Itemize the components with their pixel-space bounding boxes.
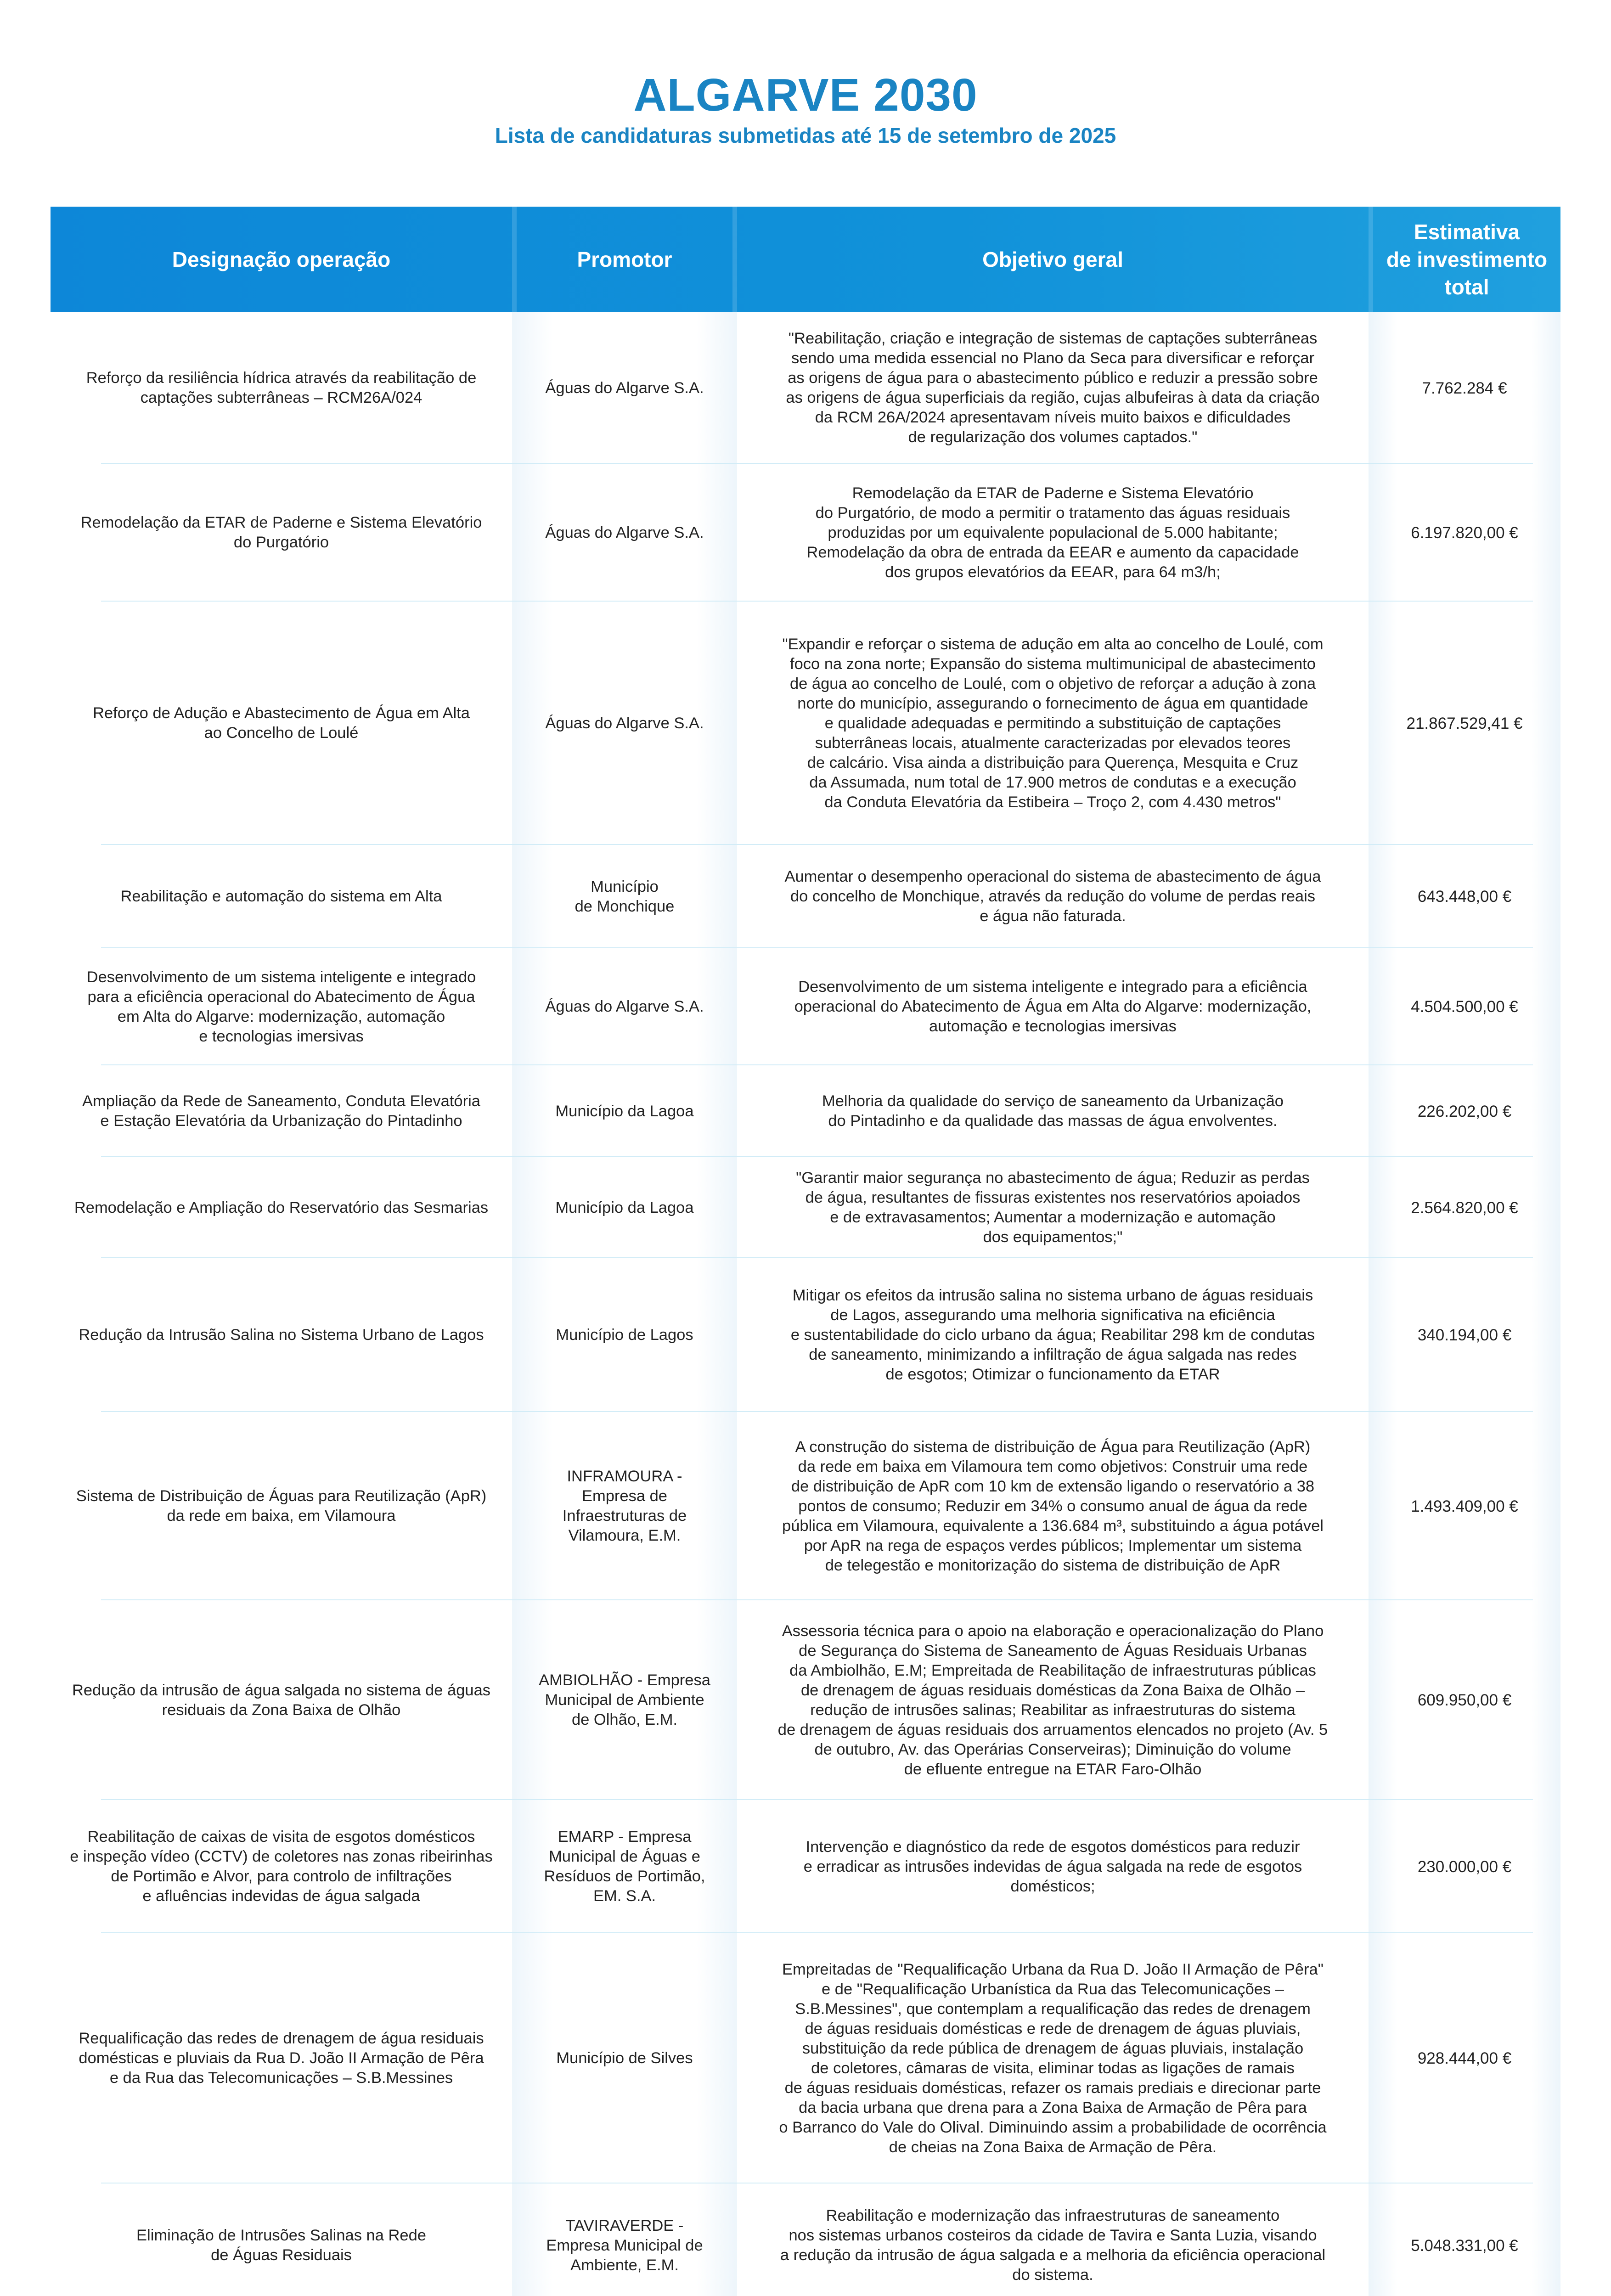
- cell-objetivo: Aumentar o desempenho operacional do sistema de abastecimento de água do concelho de Monchique, através da redução do volume de perdas reais e água não faturada.: [784, 868, 1321, 925]
- cell-promotor: EMARP - Empresa Municipal de Águas e Resíduos de Portimão, EM. S.A.: [512, 1800, 737, 1933]
- cell-investimento: 1.493.409,00 €: [1369, 1412, 1560, 1600]
- cell-promotor: Município de Silves: [512, 1933, 737, 2183]
- cell-investimento: 7.762.284 €: [1369, 312, 1560, 464]
- cell-designacao: Desenvolvimento de um sistema inteligente e integrado para a eficiência operacional do Abatecimento de Água em Alta do Algarve: modernização, automação e tecnologias imersivas: [86, 968, 476, 1045]
- candidaturas-table: [51, 207, 1560, 2296]
- cell-investimento: 340.194,00 €: [1369, 1258, 1560, 1412]
- cell-objetivo: Remodelação da ETAR de Paderne e Sistema Elevatório do Purgatório, de modo a permitir o tratamento das águas residuais produzidas por um equivalente populacional de 5.000 habitante; Remodelação da obra de entrada da EEAR e aumento da capacidade dos grupos elevatórios da EEAR, para 64 m3/h;: [806, 484, 1299, 581]
- cell-investimento: 230.000,00 €: [1369, 1800, 1560, 1933]
- cell-promotor: Águas do Algarve S.A.: [512, 948, 737, 1065]
- cell-objetivo: Melhoria da qualidade do serviço de saneamento da Urbanização do Pintadinho e da qualidade das massas de água envolventes.: [822, 1092, 1284, 1130]
- cell-designacao: Redução da Intrusão Salina no Sistema Urbano de Lagos: [79, 1326, 484, 1344]
- table-row: [51, 1933, 1560, 2183]
- cell-objetivo: Desenvolvimento de um sistema inteligente e integrado para a eficiência operacional do Abatecimento de Água em Alta do Algarve: modernização, automação e tecnologias imersivas: [794, 978, 1312, 1035]
- cell-objetivo: "Reabilitação, criação e integração de sistemas de captações subterrâneas sendo uma medida essencial no Plano da Seca para diversificar e reforçar as origens de água para o abastecimento público e reduzir a pressão sobre as origens de água superficiais da região, cujas albufeiras à data da criação da RCM 26A/2024 apresentavam níveis muito baixos e dificuldades de regularização dos volumes captados.": [786, 330, 1320, 446]
- cell-designacao: Reabilitação de caixas de visita de esgotos domésticos e inspeção vídeo (CCTV) de coletores nas zonas ribeirinhas de Portimão e Alvor, para controlo de infiltrações e afluências indevidas de água salgada: [70, 1828, 493, 1905]
- table-row: [51, 602, 1560, 845]
- cell-promotor: Município da Lagoa: [512, 1065, 737, 1157]
- cell-investimento: 4.504.500,00 €: [1369, 948, 1560, 1065]
- table-body: [51, 312, 1560, 2296]
- cell-objetivo: Mitigar os efeitos da intrusão salina no sistema urbano de águas residuais de Lagos, assegurando uma melhoria significativa na eficiência e sustentabilidade do ciclo urbano da água; Reabilitar 298 km de condutas de saneamento, minimizando a infiltração de água salgada nas redes de esgotos; Otimizar o funcionamento da ETAR: [790, 1287, 1315, 1383]
- table-row: [51, 1157, 1560, 1258]
- header-investimento: Estimativa de investimento total: [1369, 207, 1560, 312]
- cell-promotor: Águas do Algarve S.A.: [512, 602, 737, 845]
- cell-objetivo: A construção do sistema de distribuição de Água para Reutilização (ApR) da rede em baixa em Vilamoura tem como objetivos: Construir uma rede de distribuição de ApR com 10 km de extensão ligando o reservatório a 38 pontos de consumo; Reduzir em 34% o consumo anual de água da rede pública em Vilamoura, equivalente a 136.684 m³, substituindo a água potável por ApR na rega de espaços verdes públicos; Implementar um sistema de telegestão e monitorização do sistema de distribuição de ApR: [782, 1438, 1324, 1574]
- cell-objetivo: Assessoria técnica para o apoio na elaboração e operacionalização do Plano de Segurança do Sistema de Saneamento de Águas Residuais Urbanas da Ambiolhão, E.M; Empreitada de Reabilitação de infraestruturas públicas de drenagem de águas residuais domésticas da Zona Baixa de Olhão – redução de intrusões salinas; Reabilitar as infraestruturas do sistema de drenagem de águas residuais dos arruamentos elencados no projeto (Av. 5 de outubro, Av. das Operárias Conserveiras); Diminuição do volume de efluente entregue na ETAR Faro-Olhão: [777, 1622, 1328, 1778]
- cell-designacao: Reabilitação e automação do sistema em Alta: [120, 888, 442, 905]
- table-row: [51, 2183, 1560, 2296]
- table-row: [51, 1800, 1560, 1933]
- cell-promotor: INFRAMOURA - Empresa de Infraestruturas de Vilamoura, E.M.: [512, 1412, 737, 1600]
- cell-designacao: Remodelação e Ampliação do Reservatório das Sesmarias: [74, 1199, 489, 1216]
- cell-designacao: Remodelação da ETAR de Paderne e Sistema Elevatório do Purgatório: [80, 514, 482, 551]
- cell-promotor: TAVIRAVERDE - Empresa Municipal de Ambiente, E.M.: [512, 2183, 737, 2296]
- table-row: [51, 1412, 1560, 1600]
- header-designacao: Designação operação: [172, 248, 391, 271]
- cell-investimento: 5.048.331,00 €: [1369, 2183, 1560, 2296]
- cell-objetivo: "Garantir maior segurança no abastecimento de água; Reduzir as perdas de água, resultantes de fissuras existentes nos reservatórios apoiados e de extravasamentos; Aumentar a modernização e automação dos equipamentos;": [796, 1169, 1310, 1246]
- cell-designacao: Redução da intrusão de água salgada no sistema de águas residuais da Zona Baixa de Olhão: [72, 1681, 491, 1719]
- cell-investimento: 609.950,00 €: [1369, 1600, 1560, 1800]
- cell-investimento: 643.448,00 €: [1369, 845, 1560, 948]
- cell-promotor: Município de Monchique: [512, 845, 737, 948]
- cell-designacao: Eliminação de Intrusões Salinas na Rede de Águas Residuais: [136, 2227, 426, 2264]
- cell-investimento: 21.867.529,41 €: [1369, 602, 1560, 845]
- cell-investimento: 2.564.820,00 €: [1369, 1157, 1560, 1258]
- cell-objetivo: Reabilitação e modernização das infraestruturas de saneamento nos sistemas urbanos costeiros da cidade de Tavira e Santa Luzia, visando a redução da intrusão de água salgada e a melhoria da eficiência operacional do sistema.: [780, 2207, 1326, 2284]
- table-row: [51, 948, 1560, 1065]
- table-row: [51, 464, 1560, 602]
- cell-objetivo: Intervenção e diagnóstico da rede de esgotos domésticos para reduzir e erradicar as intrusões indevidas de água salgada na rede de esgotos domésticos;: [803, 1838, 1302, 1895]
- cell-designacao: Sistema de Distribuição de Águas para Reutilização (ApR) da rede em baixa, em Vilamoura: [76, 1487, 487, 1525]
- cell-promotor: Águas do Algarve S.A.: [512, 312, 737, 464]
- cell-designacao: Reforço de Adução e Abastecimento de Água em Alta ao Concelho de Loulé: [93, 704, 470, 742]
- cell-designacao: Requalificação das redes de drenagem de água residuais domésticas e pluviais da Rua D. João II Armação de Pêra e da Rua das Telecomunicações – S.B.Messines: [79, 2030, 484, 2087]
- cell-designacao: Ampliação da Rede de Saneamento, Conduta Elevatória e Estação Elevatória da Urbanização do Pintadinho: [82, 1092, 480, 1130]
- cell-promotor: Município de Lagos: [512, 1258, 737, 1412]
- header-objetivo: Objetivo geral: [982, 248, 1123, 271]
- table-row: [51, 1258, 1560, 1412]
- table-row: [51, 1600, 1560, 1800]
- table-row: [51, 1065, 1560, 1157]
- cell-promotor: Águas do Algarve S.A.: [512, 464, 737, 602]
- page-title: ALGARVE 2030: [633, 69, 978, 121]
- header-promotor: Promotor: [512, 207, 737, 312]
- table-header: [51, 207, 1560, 312]
- cell-investimento: 928.444,00 €: [1369, 1933, 1560, 2183]
- cell-investimento: 226.202,00 €: [1369, 1065, 1560, 1157]
- cell-promotor: Município da Lagoa: [512, 1157, 737, 1258]
- cell-objetivo: Empreitadas de "Requalificação Urbana da Rua D. João II Armação de Pêra" e de "Requalificação Urbanística da Rua das Telecomunicações – S.B.Messines", que contemplam a requalificação das redes de drenagem de águas residuais domésticas e rede de drenagem de águas pluviais, substituição da rede pública de drenagem de águas pluviais, instalação de coletores, câmaras de visita, eliminar todas as ligações de ramais de águas residuais domésticas, refazer os ramais prediais e direcionar parte da bacia urbana que drena para a Zona Baixa de Armação de Pêra para o Barranco do Vale do Olival. Diminuindo assim a probabilidade de ocorrência de cheias na Zona Baixa de Armação de Pêra.: [779, 1960, 1327, 2156]
- table-row: [51, 312, 1560, 464]
- page-subtitle: Lista de candidaturas submetidas até 15 de setembro de 2025: [495, 124, 1116, 147]
- cell-objetivo: "Expandir e reforçar o sistema de adução em alta ao concelho de Loulé, com foco na zona norte; Expansão do sistema multimunicipal de abastecimento de água ao concelho de Loulé, com o objetivo de reforçar a adução à zona norte do município, assegurando o fornecimento de água em quantidade e qualidade adequadas e permitindo a substituição de captações subterrâneas locais, atualmente caracterizadas por elevados teores de calcário. Visa ainda a distribuição para Querença, Mesquita e Cruz da Assumada, num total de 17.900 metros de condutas e a execução da Conduta Elevatória da Estibeira – Troço 2, com 4.430 metros": [782, 635, 1324, 811]
- cell-investimento: 6.197.820,00 €: [1369, 464, 1560, 602]
- cell-promotor: AMBIOLHÃO - Empresa Municipal de Ambiente de Olhão, E.M.: [512, 1600, 737, 1800]
- table-row: [51, 845, 1560, 948]
- cell-designacao: Reforço da resiliência hídrica através da reabilitação de captações subterrâneas – RCM26A/024: [86, 369, 477, 406]
